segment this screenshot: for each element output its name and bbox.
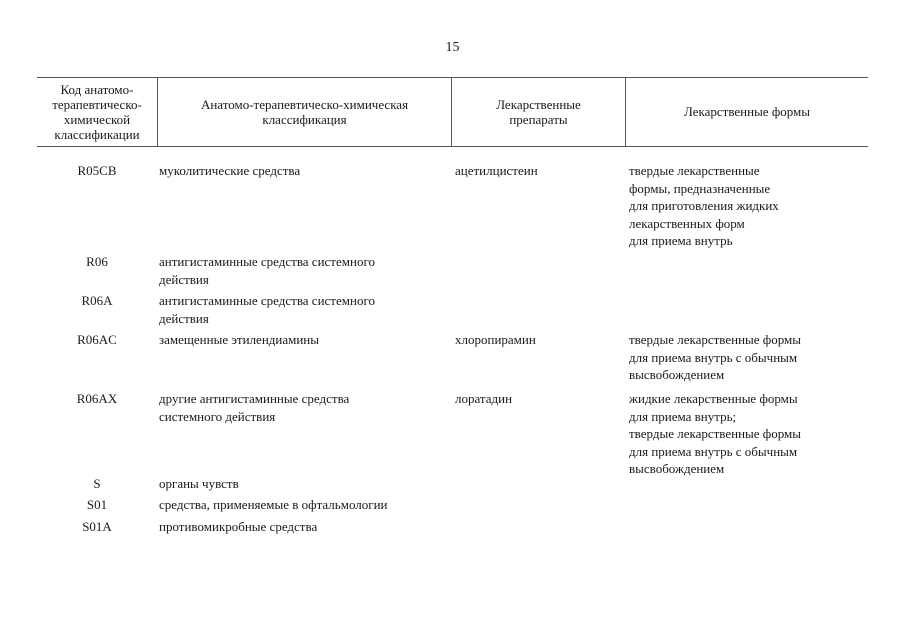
row-classification: средства, применяемые в офтальмологии	[159, 497, 388, 512]
row-classification: антигистаминные средства системного действия	[159, 254, 375, 287]
row-code: S	[93, 476, 101, 491]
header-classification	[158, 77, 451, 146]
row-classification: другие антигистаминные средства системного действия	[159, 391, 350, 424]
row-drug: хлоропирамин	[455, 332, 536, 347]
row-drug: лоратадин	[455, 391, 513, 406]
row-drug: ацетилцистеин	[455, 163, 538, 178]
header-drugs-text: Лекарственные препараты	[496, 96, 581, 127]
header-code-text: Код анатомо- терапевтическо- химической классификации	[52, 81, 142, 142]
row-code: R06AC	[77, 332, 117, 347]
row-code: S01	[86, 497, 108, 512]
row-code: R06AX	[76, 391, 118, 406]
row-classification: антигистаминные средства системного действия	[159, 293, 375, 326]
row-code: R05CB	[77, 163, 117, 178]
row-classification: муколитические средства	[159, 163, 301, 178]
header-forms-text: Лекарственные формы	[683, 104, 811, 119]
row-code: R06A	[81, 293, 113, 308]
row-code: R06	[86, 254, 108, 269]
row-classification: органы чувств	[159, 476, 239, 491]
header-forms	[626, 77, 868, 146]
row-form: жидкие лекарственные формы для приема внутрь; твердые лекарственные формы для приема внутрь с обычным высвобождением	[629, 391, 801, 476]
header-classification-text: Анатомо-терапевтическо-химическая классификация	[200, 96, 409, 127]
header-code	[37, 77, 157, 146]
row-classification: противомикробные средства	[159, 519, 318, 534]
header-drugs	[452, 77, 625, 146]
row-classification: замещенные этилендиамины	[159, 332, 319, 347]
row-form: твердые лекарственные формы, предназначенные для приготовления жидких лекарственных форм для приема внутрь	[629, 163, 779, 248]
page-number: 15	[445, 40, 460, 55]
table-header-bottom-rule	[37, 146, 868, 147]
row-form: твердые лекарственные формы для приема внутрь с обычным высвобождением	[629, 332, 801, 382]
row-code: S01A	[82, 519, 112, 534]
